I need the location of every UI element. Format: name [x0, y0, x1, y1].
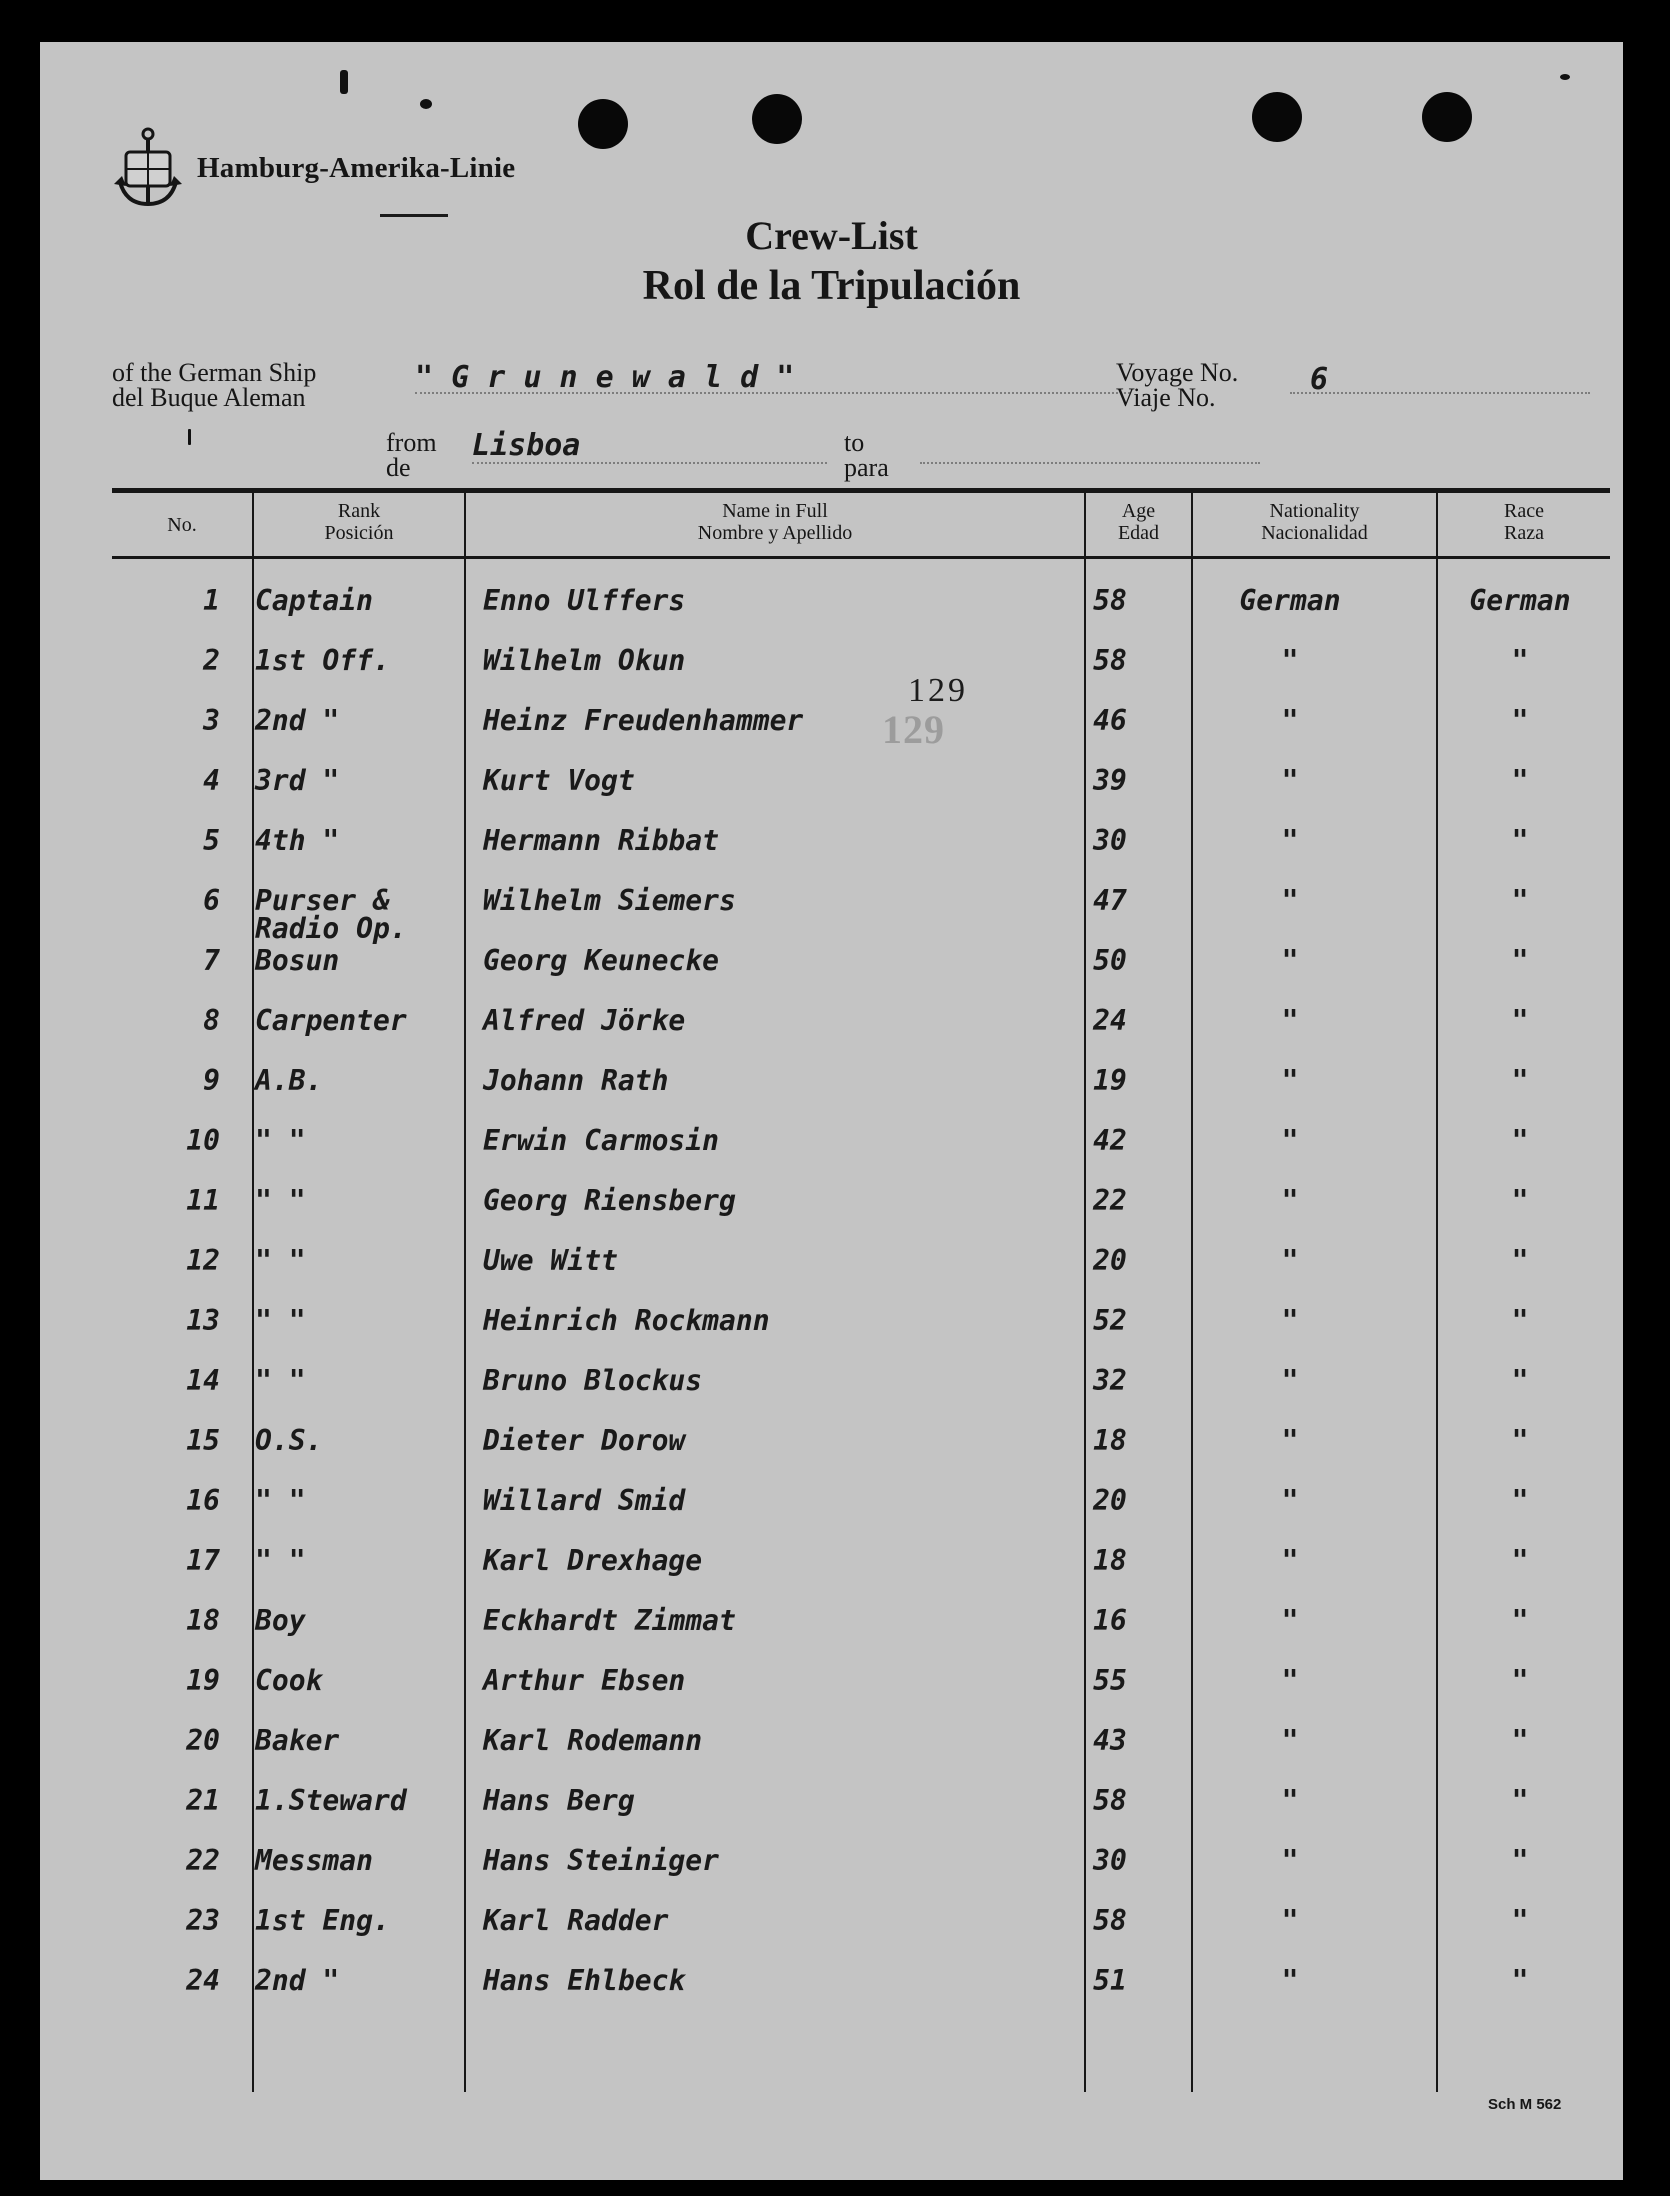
crew-no: 5 [203, 824, 220, 857]
crew-nationality: " [1281, 1424, 1299, 1457]
ink-speck [1560, 74, 1570, 80]
header-no-label: No. [167, 514, 197, 536]
crew-name: Hermann Ribbat [483, 824, 720, 857]
crew-list-document [40, 42, 1623, 2180]
crew-age: 19 [1093, 1064, 1127, 1097]
table-header-rule [112, 556, 1610, 559]
crew-race: " [1511, 704, 1529, 737]
crew-rank: Baker [255, 1724, 340, 1757]
crew-race: " [1511, 1724, 1529, 1757]
header-name-es: Nombre y Apellido [697, 522, 853, 544]
crew-name: Eckhardt Zimmat [483, 1604, 736, 1637]
form-code: Sch M 562 [1488, 2096, 1562, 2113]
table-row [40, 1304, 1623, 1364]
crew-rank: 1.Steward [255, 1784, 407, 1817]
table-row [40, 1784, 1623, 1844]
crew-nationality: " [1281, 1604, 1299, 1637]
crew-rank: A.B. [255, 1064, 323, 1097]
crew-race: " [1511, 1004, 1529, 1037]
crew-rank: Messman [255, 1844, 374, 1877]
ship-name-field: " G r u n e w a l d " [415, 360, 795, 395]
crew-name: Hans Berg [483, 1784, 635, 1817]
crew-no: 3 [203, 704, 220, 737]
table-row [40, 944, 1623, 1004]
crew-name: Erwin Carmosin [483, 1124, 720, 1157]
company-name: Hamburg-Amerika-Linie [197, 152, 516, 184]
crew-age: 22 [1093, 1184, 1127, 1217]
ink-speck [420, 99, 432, 109]
table-row [40, 1004, 1623, 1064]
anchor-logo-icon [112, 124, 184, 212]
crew-age: 50 [1093, 944, 1127, 977]
crew-rank: Captain [255, 584, 374, 617]
crew-rank: " " [255, 1364, 306, 1397]
crew-rank-line2: Radio Op. [255, 912, 407, 945]
crew-nationality: " [1281, 1124, 1299, 1157]
table-row [40, 1664, 1623, 1724]
crew-name: Karl Drexhage [483, 1544, 703, 1577]
table-row [40, 1844, 1623, 1904]
crew-no: 13 [186, 1304, 220, 1337]
crew-no: 10 [186, 1124, 220, 1157]
table-row [40, 644, 1623, 704]
crew-nationality: " [1281, 1244, 1299, 1277]
sheet-number-stamp-faded: 129 [882, 707, 945, 752]
crew-age: 47 [1093, 884, 1127, 917]
crew-nationality: " [1281, 1304, 1299, 1337]
crew-no: 19 [186, 1664, 220, 1697]
crew-race: " [1511, 1484, 1529, 1517]
voyage-label-es: Viaje No. [1116, 383, 1216, 412]
crew-no: 16 [186, 1484, 220, 1517]
crew-nationality: " [1281, 1784, 1299, 1817]
crew-rank: Boy [255, 1604, 306, 1637]
crew-name: Alfred Jörke [483, 1004, 686, 1037]
ship-label-en: of the German Ship [112, 358, 317, 387]
voyage-number-field: 6 [1310, 362, 1329, 397]
table-row [40, 1244, 1623, 1304]
crew-no: 6 [203, 884, 220, 917]
crew-name: Willard Smid [483, 1484, 686, 1517]
crew-race: " [1511, 1604, 1529, 1637]
crew-nationality: " [1281, 824, 1299, 857]
crew-rank: Carpenter [255, 1004, 407, 1037]
crew-name: Johann Rath [483, 1064, 669, 1097]
column-header-age [1086, 500, 1191, 544]
from-label-es: de [386, 453, 411, 482]
punch-hole [1252, 92, 1302, 142]
crew-name: Georg Keunecke [483, 944, 720, 977]
crew-race: " [1511, 1064, 1529, 1097]
crew-name: Karl Rodemann [483, 1724, 703, 1757]
crew-race: " [1511, 884, 1529, 917]
crew-age: 55 [1093, 1664, 1127, 1697]
crew-rank: 1st Eng. [255, 1904, 390, 1937]
crew-no: 9 [203, 1064, 220, 1097]
crew-no: 12 [186, 1244, 220, 1277]
crew-name: Karl Radder [483, 1904, 669, 1937]
column-header-no [112, 514, 252, 536]
crew-no: 21 [186, 1784, 220, 1817]
ship-label-es: del Buque Aleman [112, 383, 306, 412]
crew-no: 7 [203, 944, 220, 977]
crew-name: Wilhelm Siemers [483, 884, 736, 917]
table-row [40, 764, 1623, 824]
header-nationality-en: Nationality [1269, 500, 1360, 522]
crew-rank: 2nd " [255, 1964, 340, 1997]
crew-no: 2 [203, 644, 220, 677]
crew-rank: Purser & [255, 884, 390, 917]
page-subtitle: Rol de la Tripulación [642, 263, 1021, 309]
ink-speck [188, 429, 191, 445]
crew-rank: Bosun [255, 944, 340, 977]
table-row [40, 584, 1623, 644]
crew-age: 58 [1093, 1784, 1127, 1817]
header-age-es: Edad [1117, 522, 1160, 544]
header-rank-es: Posición [324, 522, 394, 544]
crew-name: Wilhelm Okun [483, 644, 686, 677]
crew-race: " [1511, 1544, 1529, 1577]
voyage-label-en: Voyage No. [1116, 358, 1239, 387]
crew-no: 24 [186, 1964, 220, 1997]
crew-race: " [1511, 1184, 1529, 1217]
crew-rank: " " [255, 1484, 306, 1517]
sheet-number-stamp: 129 [908, 672, 968, 709]
crew-no: 17 [186, 1544, 220, 1577]
crew-age: 58 [1093, 1904, 1127, 1937]
crew-no: 22 [186, 1844, 220, 1877]
crew-nationality: " [1281, 704, 1299, 737]
crew-name: Heinz Freudenhammer [483, 704, 804, 737]
crew-no: 15 [186, 1424, 220, 1457]
table-row [40, 1604, 1623, 1664]
crew-rank: " " [255, 1184, 306, 1217]
crew-race: " [1511, 644, 1529, 677]
crew-race: " [1511, 944, 1529, 977]
crew-nationality: " [1281, 1664, 1299, 1697]
crew-race: " [1511, 1124, 1529, 1157]
crew-name: Kurt Vogt [483, 764, 635, 797]
crew-name: Heinrich Rockmann [483, 1304, 770, 1337]
punch-hole [1422, 92, 1472, 142]
table-row [40, 1484, 1623, 1544]
crew-age: 58 [1093, 584, 1127, 617]
punch-hole [752, 94, 802, 144]
crew-age: 43 [1093, 1724, 1127, 1757]
crew-age: 30 [1093, 824, 1127, 857]
crew-race: " [1511, 1844, 1529, 1877]
crew-rank: O.S. [255, 1424, 323, 1457]
crew-race: " [1511, 1964, 1529, 1997]
crew-age: 20 [1093, 1484, 1127, 1517]
table-row [40, 1124, 1623, 1184]
crew-nationality: " [1281, 884, 1299, 917]
table-row [40, 704, 1623, 764]
crew-name: Dieter Dorow [483, 1424, 686, 1457]
to-label-es: para [844, 453, 889, 482]
crew-rank: " " [255, 1124, 306, 1157]
crew-nationality: " [1281, 1064, 1299, 1097]
crew-no: 18 [186, 1604, 220, 1637]
crew-race: " [1511, 824, 1529, 857]
crew-nationality: " [1281, 1484, 1299, 1517]
to-label-en: to [844, 428, 865, 457]
crew-age: 58 [1093, 644, 1127, 677]
table-row [40, 1064, 1623, 1124]
table-row [40, 1184, 1623, 1244]
column-header-race [1438, 500, 1610, 544]
crew-nationality: " [1281, 764, 1299, 797]
crew-no: 23 [186, 1904, 220, 1937]
crew-name: Bruno Blockus [483, 1364, 703, 1397]
crew-rank: " " [255, 1304, 306, 1337]
crew-age: 20 [1093, 1244, 1127, 1277]
crew-rank: Cook [255, 1664, 323, 1697]
crew-nationality: German [1239, 584, 1341, 617]
from-label-en: from [386, 428, 437, 457]
crew-nationality: " [1281, 944, 1299, 977]
column-header-rank [254, 500, 464, 544]
crew-age: 46 [1093, 704, 1127, 737]
header-nationality-es: Nacionalidad [1261, 522, 1368, 544]
crew-race: " [1511, 1664, 1529, 1697]
crew-nationality: " [1281, 1904, 1299, 1937]
crew-age: 32 [1093, 1364, 1127, 1397]
column-header-name [466, 500, 1084, 544]
table-row [40, 884, 1623, 944]
table-row [40, 1904, 1623, 1964]
crew-race: " [1511, 1304, 1529, 1337]
crew-rank: 4th " [255, 824, 340, 857]
crew-race: " [1511, 1904, 1529, 1937]
from-rule [472, 462, 827, 464]
crew-race: German [1469, 584, 1571, 617]
crew-rank: " " [255, 1544, 306, 1577]
table-row [40, 1424, 1623, 1484]
crew-name: Hans Steiniger [483, 1844, 720, 1877]
crew-no: 14 [186, 1364, 220, 1397]
crew-no: 1 [203, 584, 220, 617]
crew-age: 39 [1093, 764, 1127, 797]
page-title: Crew-List [745, 213, 918, 258]
crew-name: Arthur Ebsen [483, 1664, 686, 1697]
ink-speck [340, 70, 348, 94]
header-rank-en: Rank [337, 500, 381, 522]
crew-race: " [1511, 764, 1529, 797]
ship-name-rule [415, 392, 1130, 394]
punch-hole [578, 99, 628, 149]
column-header-nationality [1193, 500, 1436, 544]
crew-age: 18 [1093, 1544, 1127, 1577]
crew-name: Hans Ehlbeck [483, 1964, 686, 1997]
crew-nationality: " [1281, 1544, 1299, 1577]
crew-name: Enno Ulffers [483, 584, 686, 617]
crew-age: 16 [1093, 1604, 1127, 1637]
crew-race: " [1511, 1784, 1529, 1817]
crew-race: " [1511, 1244, 1529, 1277]
crew-nationality: " [1281, 1844, 1299, 1877]
crew-name: Georg Riensberg [483, 1184, 736, 1217]
crew-age: 24 [1093, 1004, 1127, 1037]
crew-no: 4 [203, 764, 220, 797]
table-row [40, 1964, 1623, 2024]
from-field: Lisboa [472, 428, 581, 463]
crew-no: 8 [203, 1004, 220, 1037]
crew-rank: " " [255, 1244, 306, 1277]
crew-nationality: " [1281, 1964, 1299, 1997]
crew-age: 52 [1093, 1304, 1127, 1337]
crew-nationality: " [1281, 1724, 1299, 1757]
header-name-en: Name in Full [722, 500, 828, 522]
crew-rank: 2nd " [255, 704, 340, 737]
crew-age: 30 [1093, 1844, 1127, 1877]
crew-nationality: " [1281, 644, 1299, 677]
crew-rank: 3rd " [255, 764, 340, 797]
crew-name: Uwe Witt [483, 1244, 618, 1277]
to-rule [920, 462, 1260, 464]
crew-age: 51 [1093, 1964, 1127, 1997]
table-row [40, 1544, 1623, 1604]
crew-no: 20 [186, 1724, 220, 1757]
table-top-rule [112, 488, 1610, 493]
table-row [40, 824, 1623, 884]
header-race-en: Race [1504, 500, 1544, 522]
header-race-es: Raza [1504, 522, 1544, 544]
header-age-en: Age [1121, 500, 1156, 522]
crew-no: 11 [186, 1184, 220, 1217]
crew-race: " [1511, 1364, 1529, 1397]
voyage-number-rule [1290, 392, 1590, 394]
crew-age: 42 [1093, 1124, 1127, 1157]
crew-nationality: " [1281, 1184, 1299, 1217]
table-row [40, 1364, 1623, 1424]
crew-race: " [1511, 1424, 1529, 1457]
table-row [40, 1724, 1623, 1784]
crew-rank: 1st Off. [255, 644, 390, 677]
crew-nationality: " [1281, 1364, 1299, 1397]
crew-age: 18 [1093, 1424, 1127, 1457]
crew-nationality: " [1281, 1004, 1299, 1037]
